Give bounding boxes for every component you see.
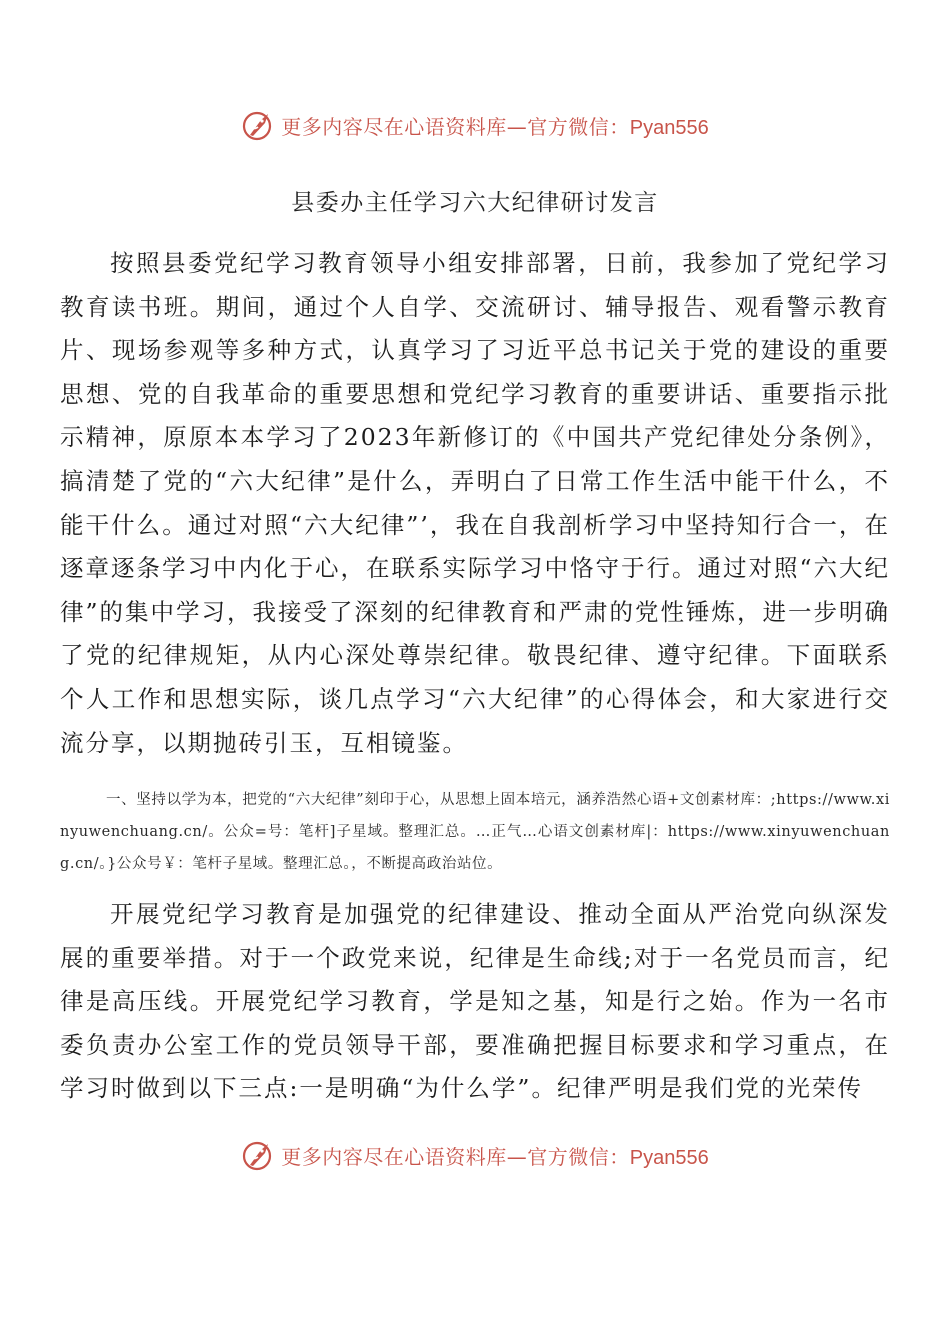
body-paragraph-1: 按照县委党纪学习教育领导小组安排部署，日前，我参加了党纪学习教育读书班。期间，通过个人自学、交流研讨、辅导报告、观看警示教育片、现场参观等多种方式，认真学习了习近平总书记关于党的建设的重要思想、党的自我革命的重要思想和党纪学习教育的重要讲话、重要指示批示精神，原原本本学习了2023年新修订的《中国共产党纪律处分条例》，搞清楚了党的“六大纪律”是什么，弄明白了日常工作生活中能干什么，不能干什么。通过对照“六大纪律”’，我在自我剖析学习中坚持知行合一，在逐章逐条学习中内化于心，在联系实际学习中恪守于行。通过对照“六大纪律”的集中学习，我接受了深刻的纪律教育和严肃的党性锤炼，进一步明确了党的纪律规矩，从内心深处尊崇纪律。敬畏纪律、遵守纪律。下面联系个人工作和思想实际，谈几点学习“六大纪律”的心得体会，和大家进行交流分享，以期抛砖引玉，互相镜鉴。 (60, 249, 891, 757)
pen-nib-logo-icon (241, 1138, 275, 1172)
wechat-id: Pyan556 (629, 116, 709, 139)
watermark-text: 更多内容尽在心语资料库—官方微信：Pyan556 (281, 1144, 709, 1169)
section-heading-1: 一、坚持以学为本，把党的“六大纪律”刻印于心，从思想上固本培元，涵养浩然心语+文创素材库：;https://www.xinyuwenchuang.cn/。公众=号：笔杆]子星域。整理汇总。…正气…心语文创素材库|：https://www.xinyuwenchuang.cn/。}公众号￥：笔杆子星域。整理汇总。，不断提高政治站位。 (60, 792, 890, 872)
watermark-banner-top (0, 105, 950, 145)
body-paragraph-2: 开展党纪学习教育是加强党的纪律建设、推动全面从严治党向纵深发展的重要举措。对于一个政党来说，纪律是生命线;对于一名党员而言，纪律是高压线。开展党纪学习教育，学是知之基，知是行之始。作为一名市委负责办公室工作的党员领导干部，要准确把握目标要求和学习重点，在学习时做到以下三点:一是明确“为什么学”。纪律严明是我们党的光荣传 (60, 900, 890, 1103)
wechat-id: Pyan556 (629, 1146, 709, 1169)
page-title: 县委办主任学习六大纪律研讨发言 (291, 190, 659, 216)
pen-nib-logo-icon (241, 108, 275, 142)
watermark-banner-bottom (0, 1135, 950, 1175)
watermark-text: 更多内容尽在心语资料库—官方微信：Pyan556 (281, 114, 709, 139)
